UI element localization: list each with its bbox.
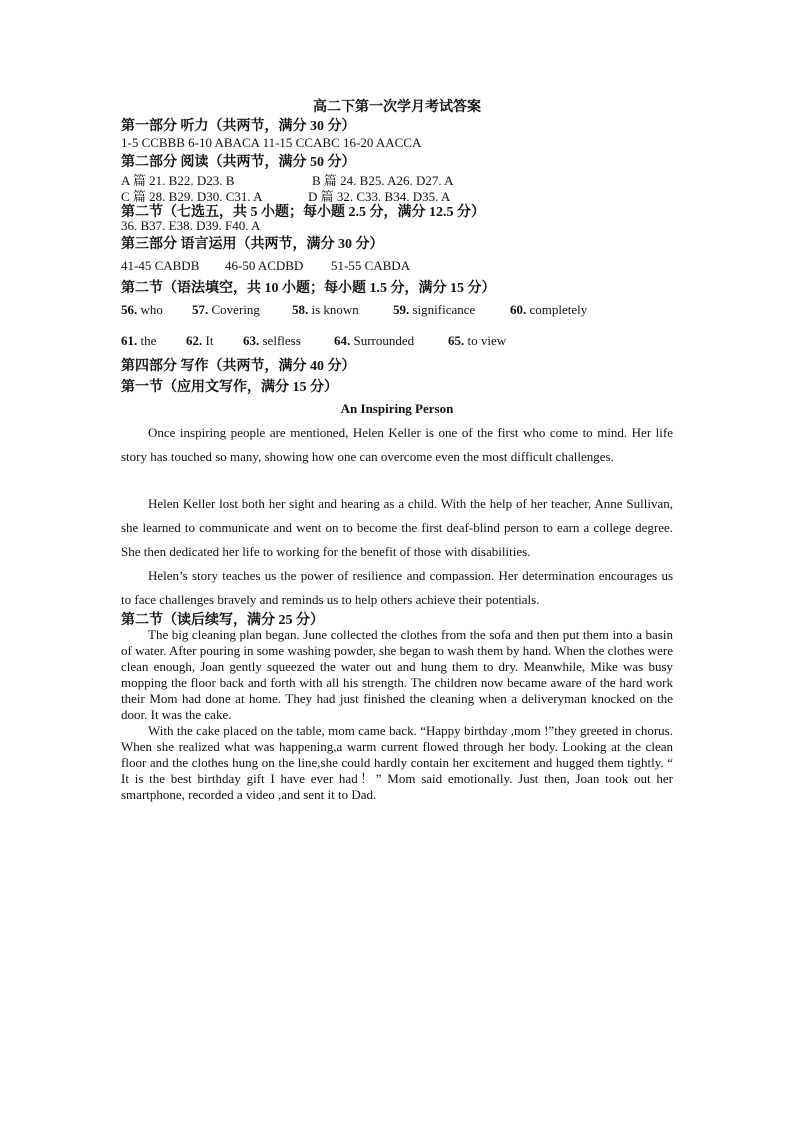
essay-paragraph-1: Once inspiring people are mentioned, Helen Keller is one of the first who come to mind. Her life story has touched so many, showing how one can overcome even the most difficult challenges. xyxy=(121,425,673,464)
part4-heading: 第四部分 写作（共两节，满分 40 分） xyxy=(121,359,356,374)
passage-c-answers: C 篇 28. B29. D30. C31. A xyxy=(121,189,263,204)
part2-section2-heading: 第二节（七选五，共 5 小题；每小题 2.5 分，满分 12.5 分） xyxy=(121,205,485,220)
grammar-item-59: 59. significance xyxy=(393,302,476,317)
page-title: 高二下第一次学月考试答案 xyxy=(313,100,481,115)
passage-b-answers: B 篇 24. B25. A26. D27. A xyxy=(312,173,454,188)
passage-d-answers: D 篇 32. C33. B34. D35. A xyxy=(308,189,451,204)
cloze-group-1: 41-45 CABDB xyxy=(121,258,200,273)
continuation-paragraph-2: With the cake placed on the table, mom came back. “Happy birthday ,mom !”they greeted in chorus. When she realized what was happening,a warm current flowed through her body. Looking at the clean floor and the clothes hung on the line,she could hardly contain her excitement and hugged them tightly. “ It is the best birthday gift I have ever had！” Mom said emotionally. Just then, Joan took out her smartphone, recorded a video ,and sent it to Dad. xyxy=(121,723,673,802)
grammar-item-58: 58. is known xyxy=(292,302,359,317)
cloze-group-3: 51-55 CABDA xyxy=(331,258,411,273)
part4-section2-heading: 第二节（读后续写，满分 25 分） xyxy=(121,613,324,628)
part2-section2-answers: 36. B37. E38. D39. F40. A xyxy=(121,218,261,233)
part2-heading: 第二部分 阅读（共两节，满分 50 分） xyxy=(121,155,356,170)
grammar-item-60: 60. completely xyxy=(510,302,588,317)
passage-a-answers: A 篇 21. B22. D23. B xyxy=(121,173,235,188)
grammar-item-61: 61. the xyxy=(121,333,157,348)
grammar-item-62: 62. It xyxy=(186,333,214,348)
grammar-item-65: 65. to view xyxy=(448,333,507,348)
essay-title: An Inspiring Person xyxy=(340,401,454,416)
essay-paragraph-3: Helen’s story teaches us the power of resilience and compassion. Her determination encourages us to face challenges bravely and reminds us to help others achieve their potentials. xyxy=(121,568,673,607)
part1-answers: 1-5 CCBBB 6-10 ABACA 11-15 CCABC 16-20 AACCA xyxy=(121,135,422,150)
part1-heading: 第一部分 听力（共两节，满分 30 分） xyxy=(121,119,356,134)
cloze-group-2: 46-50 ACDBD xyxy=(225,258,304,273)
grammar-item-63: 63. selfless xyxy=(243,333,301,348)
part4-section1-heading: 第一节（应用文写作，满分 15 分） xyxy=(121,380,338,395)
essay-paragraph-2: Helen Keller lost both her sight and hearing as a child. With the help of her teacher, Anne Sullivan, she learned to communicate and went on to become the first deaf-blind person to earn a college degree. She then dedicated her life to working for the benefit of those with disabilities. xyxy=(121,496,673,559)
part3-heading: 第三部分 语言运用（共两节，满分 30 分） xyxy=(121,237,384,252)
grammar-item-56: 56. who xyxy=(121,302,163,317)
part3-section2-heading: 第二节（语法填空，共 10 小题；每小题 1.5 分，满分 15 分） xyxy=(121,281,496,296)
grammar-item-57: 57. Covering xyxy=(192,302,260,317)
grammar-item-64: 64. Surrounded xyxy=(334,333,415,348)
continuation-paragraph-1: The big cleaning plan began. June collected the clothes from the sofa and then put them into a basin of water. After pouring in some washing powder, she began to wash them by hand. When the clothes were clean enough, Joan gently squeezed the water out and hung them to dry. Meanwhile, Mike was busy mopping the floor back and forth with all his strength. The children now became aware of the hard work their Mom had done at home. They had just finished the cleaning when a deliveryman knocked on the door. It was the cake. xyxy=(121,627,673,722)
